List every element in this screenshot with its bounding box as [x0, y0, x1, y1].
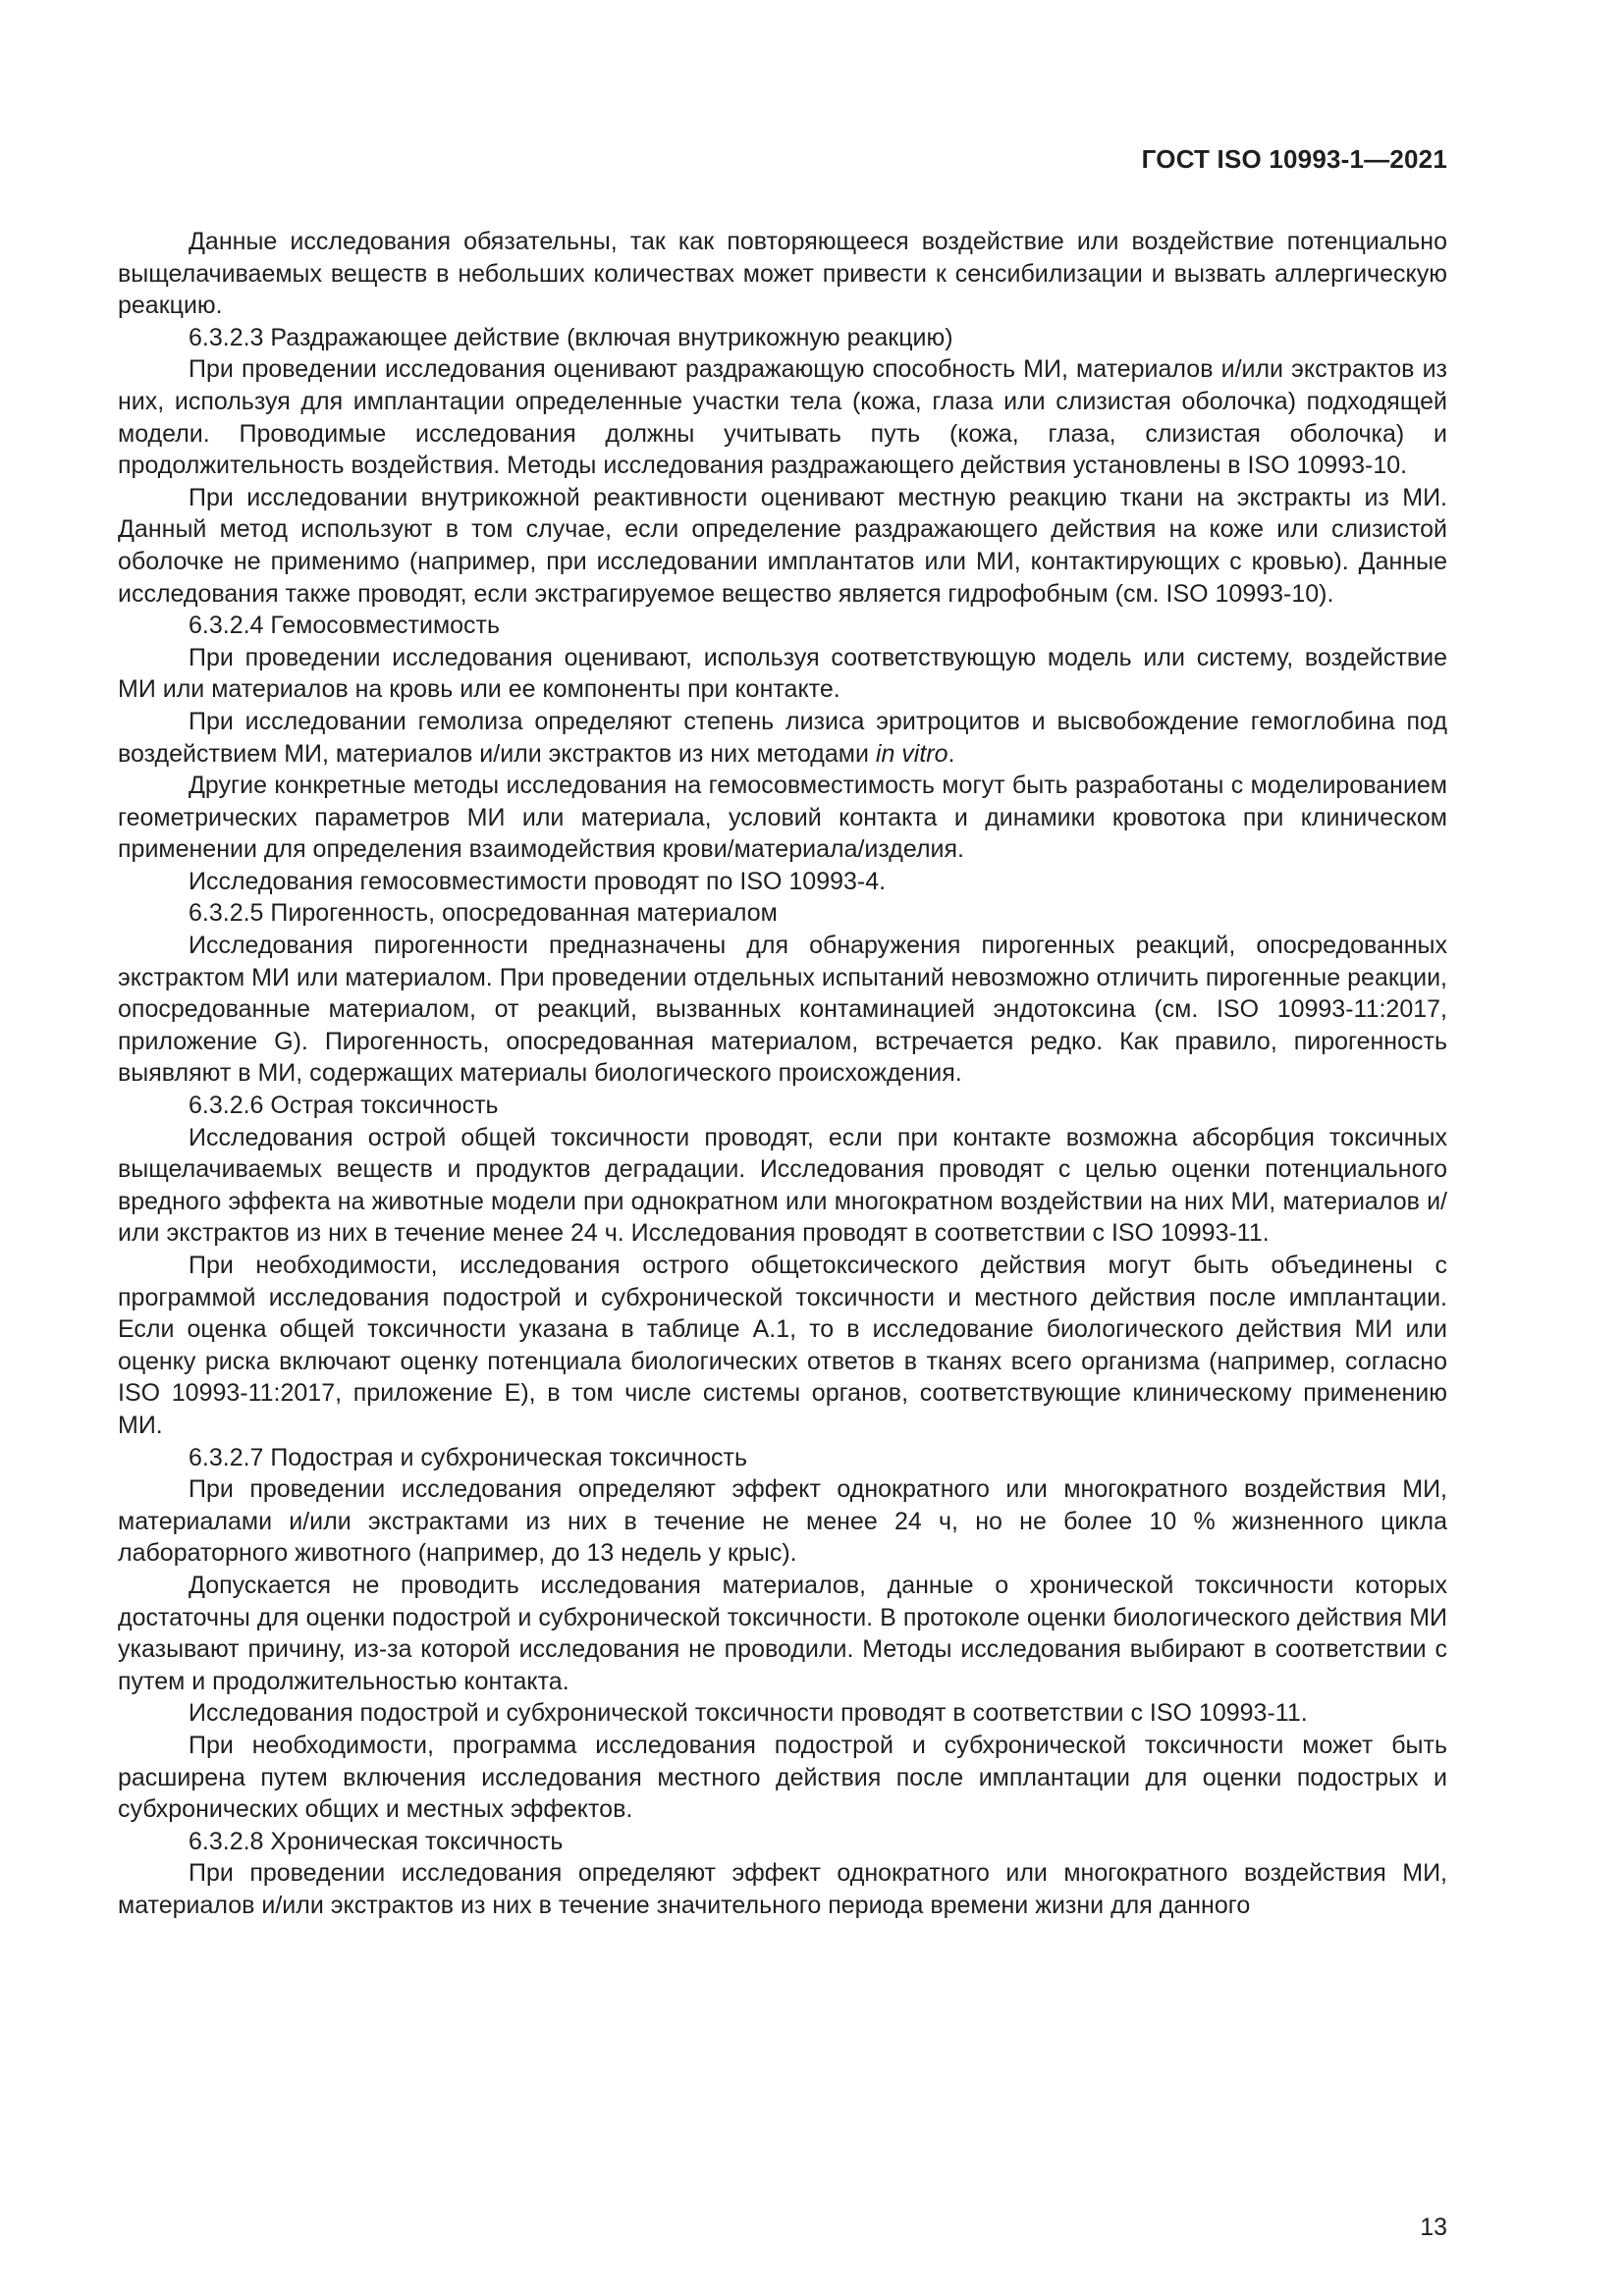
section-heading: 6.3.2.3 Раздражающее действие (включая внутрикожную реакцию)	[189, 323, 953, 351]
italic-term: in vitro	[875, 739, 948, 768]
paragraph: Исследования пирогенности предназначены для обнаружения пирогенных реакций, опосредованных экстрактом МИ или материалом. При проведении отдельных испытаний невозможно отличить пирогенные реакции, опосредованные материалом, от реакций, вызванных контаминацией эндотоксина (см. ISO 10993-11:2017, приложение G). Пирогенность, опосредованная материалом, встречается редко. Как правило, пирогенность выявляют в МИ, содержащих материалы биологического происхождения.	[118, 932, 1447, 1088]
page-number: 13	[1420, 2214, 1447, 2241]
paragraph: Другие конкретные методы исследования на гемосовместимость могут быть разработаны с моделированием геометрических параметров МИ или материала, условий контакта и динамики кровотока при клиническом применении для определения взаимодействия крови/материала/изделия.	[118, 772, 1447, 864]
paragraph: Допускается не проводить исследования материалов, данные о хронической токсичности которых достаточны для оценки подострой и субхронической токсичности. В протоколе оценки биологического действия МИ указывают причину, из-за которой исследования не проводили. Методы исследования выбирают в соответствии с путем и продолжительностью контакта.	[118, 1571, 1447, 1695]
document-body	[118, 226, 1447, 1921]
paragraph: При проведении исследования оценивают, используя соответствующую модель или систему, воздействие МИ или материалов на кровь или ее компоненты при контакте.	[118, 643, 1447, 704]
paragraph: При необходимости, исследования острого общетоксического действия могут быть объединены с программой исследования подострой и субхронической токсичности и местного действия после имплантации. Если оценка общей токсичности указана в таблице А.1, то в исследование биологического действия МИ или оценку риска включают оценку потенциала биологических ответов в тканях всего организма (например, согласно ISO 10993-11:2017, приложение Е), в том числе системы органов, соответствующие клиническому применению МИ.	[118, 1252, 1447, 1439]
paragraph: При проведении исследования оценивают раздражающую способность МИ, материалов и/или экстрактов из них, используя для имплантации определенные участки тела (кожа, глаза или слизистая оболочка) подходящей модели. Проводимые исследования должны учитывать путь (кожа, глаза, слизистая оболочка) и продолжительность воздействия. Методы исследования раздражающего действия установлены в ISO 10993-10.	[118, 355, 1447, 480]
paragraph: Исследования подострой и субхронической токсичности проводят в соответствии с ISO 10993-11.	[189, 1699, 1308, 1728]
section-heading: 6.3.2.4 Гемосовместимость	[189, 612, 501, 640]
paragraph-text: При исследовании гемолиза определяют степень лизиса эритроцитов и высвобождение гемоглобина под воздействием МИ, материалов и/или экстрактов из них методами	[118, 707, 1447, 768]
paragraph: При необходимости, программа исследования подострой и субхронической токсичности может быть расширена путем включения исследования местного действия после имплантации для оценки подострых и субхронических общих и местных эффектов.	[118, 1731, 1447, 1824]
document-code-header: ГОСТ ISO 10993-1—2021	[1141, 144, 1447, 174]
paragraph: При исследовании внутрикожной реактивности оценивают местную реакцию ткани на экстракты из МИ. Данный метод используют в том случае, если определение раздражающего действия на коже или слизистой оболочке не применимо (например, при исследовании имплантатов или МИ, контактирующих с кровью). Данные исследования также проводят, если экстрагируемое вещество является гидрофобным (см. ISO 10993-10).	[118, 483, 1447, 608]
section-heading: 6.3.2.8 Хроническая токсичность	[189, 1827, 564, 1855]
paragraph-text: .	[947, 739, 955, 768]
section-heading: 6.3.2.7 Подострая и субхроническая токсичность	[189, 1443, 747, 1471]
paragraph: Исследования острой общей токсичности проводят, если при контакте возможна абсорбция токсичных выщелачиваемых веществ и продуктов деградации. Исследования проводят с целью оценки потенциального вредного эффекта на животные модели при однократном или многократном воздействии на них МИ, материалов и/или экстрактов из них в течение менее 24 ч. Исследования проводят в соответствии с ISO 10993-11.	[118, 1123, 1447, 1248]
paragraph: Исследования гемосовместимости проводят по ISO 10993-4.	[189, 867, 887, 895]
paragraph: Данные исследования обязательны, так как повторяющееся воздействие или воздействие потенциально выщелачиваемых веществ в небольших количествах может привести к сенсибилизации и вызвать аллергическую реакцию.	[118, 228, 1447, 320]
paragraph	[118, 706, 1447, 770]
section-heading: 6.3.2.5 Пирогенность, опосредованная материалом	[189, 899, 778, 928]
paragraph: При проведении исследования определяют эффект однократного или многократного воздействия МИ, материалами и/или экстрактами из них в течение не менее 24 ч, но не более 10 % жизненного цикла лабораторного животного (например, до 13 недель у крыс).	[118, 1475, 1447, 1568]
paragraph: При проведении исследования определяют эффект однократного или многократного воздействия МИ, материалов и/или экстрактов из них в течение значительного периода времени жизни для данного	[118, 1859, 1447, 1919]
section-heading: 6.3.2.6 Острая токсичность	[189, 1092, 499, 1120]
